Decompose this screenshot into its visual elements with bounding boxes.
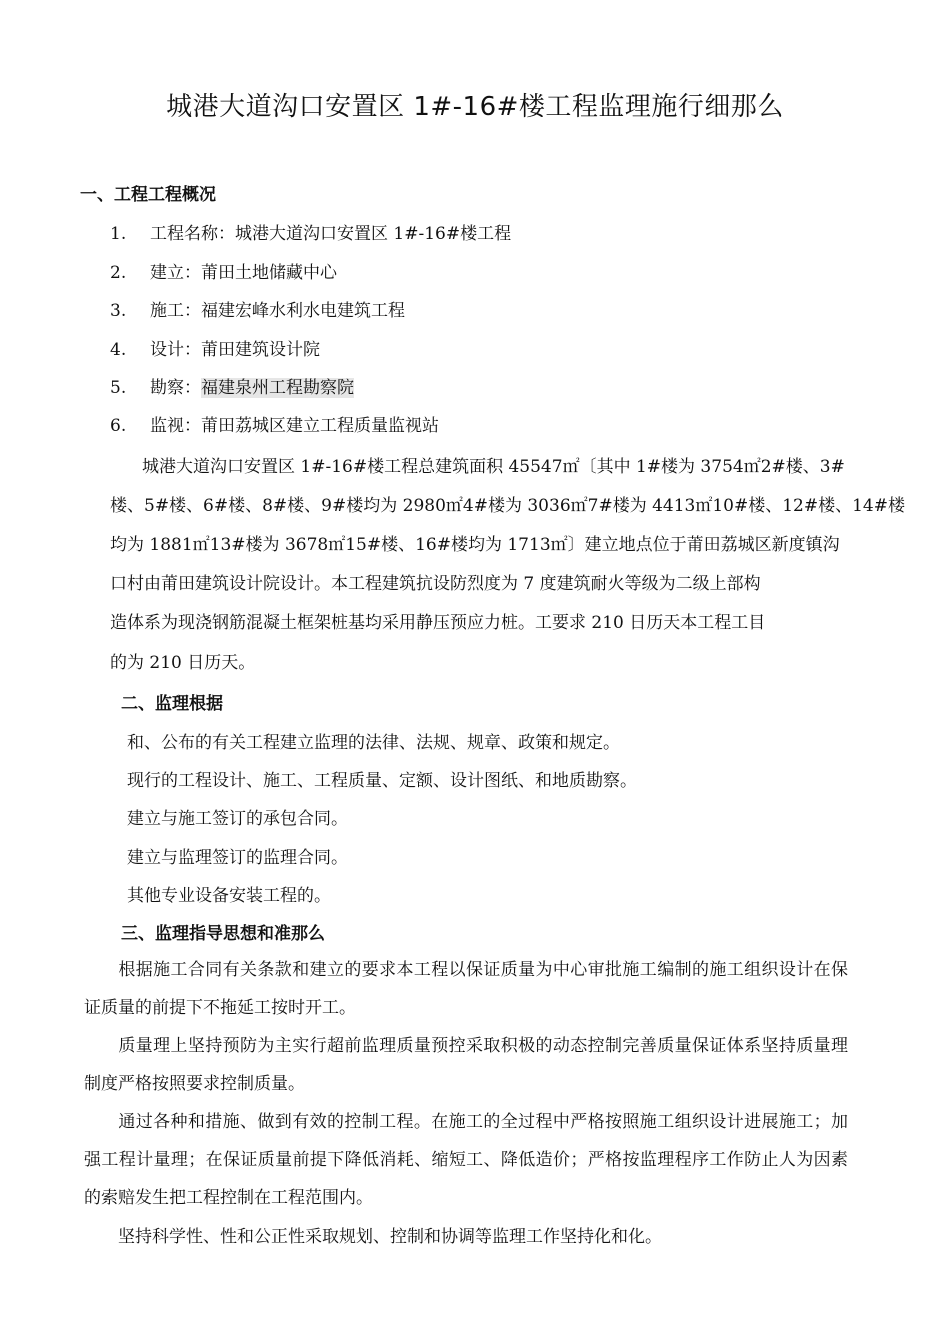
item-value-highlighted: 福建泉州工程勘察院 [201, 378, 354, 398]
list-item [110, 296, 405, 321]
item-value: 城港大道沟口安置区 1#-16#楼工程 [235, 224, 512, 244]
item-number: 5. [110, 378, 127, 398]
basis-line: 建立与施工签订的承包合同。 [127, 809, 348, 829]
paragraph-text: 坚持科学性、性和公正性采取规划、控制和协调等监理工作坚持化和化。 [118, 1227, 662, 1247]
basis-line: 其他专业设备安装工程的。 [127, 886, 331, 906]
item-number: 4. [110, 340, 127, 360]
overview-line: 造体系为现浇钢筋混凝土框架桩基均采用静压预应力桩。工要求 210 日历天本工程工目 [110, 613, 766, 633]
overview-line: 城港大道沟口安置区 1#-16#楼工程总建筑面积 45547㎡〔其中 1#楼为 3754㎡2#楼、3# [142, 457, 845, 477]
item-value: 福建宏峰水利水电建筑工程 [201, 301, 405, 321]
item-number: 6. [110, 416, 127, 436]
item-label: 施工： [150, 301, 201, 321]
paragraph-text: 根据施工合同有关条款和建立的要求本工程以保证质量为中心审批施工编制的施工组织设计在保证质量的前提下不拖延工按时开工。 [84, 960, 848, 1018]
list-item [110, 373, 354, 398]
list-item [110, 219, 511, 244]
item-label: 建立： [150, 263, 201, 283]
list-item [110, 411, 439, 436]
item-number: 1. [110, 224, 127, 244]
paragraph-text: 通过各种和措施、做到有效的控制工程。在施工的全过程中严格按照施工组织设计进展施工；加强工程计量理；在保证质量前提下降低消耗、缩短工、降低造价；严格按监理程序工作防止人为因素的索赔发生把工程控制在工程范围内。 [84, 1112, 848, 1208]
overview-line: 均为 1881㎡13#楼为 3678㎡15#楼、16#楼均为 1713㎡〕建立地点位于莆田荔城区新度镇沟 [110, 535, 840, 555]
item-number: 3. [110, 301, 127, 321]
basis-line: 建立与监理签订的监理合同。 [127, 848, 348, 868]
principle-paragraph [84, 951, 848, 1027]
item-label: 设计： [150, 340, 201, 360]
item-value: 莆田荔城区建立工程质量监视站 [201, 416, 439, 436]
basis-line: 和、公布的有关工程建立监理的法律、法规、规章、政策和规定。 [127, 733, 620, 753]
principle-paragraph [84, 1103, 848, 1217]
item-number: 2. [110, 263, 127, 283]
overview-line: 楼、5#楼、6#楼、8#楼、9#楼均为 2980㎡4#楼为 3036㎡7#楼为 4413㎡10#楼、12#楼、14#楼 [110, 496, 905, 516]
item-value: 莆田土地储藏中心 [201, 263, 337, 283]
basis-line: 现行的工程设计、施工、工程质量、定额、设计图纸、和地质勘察。 [127, 771, 637, 791]
principle-paragraph [84, 1218, 848, 1256]
section-heading-principles: 三、监理指导思想和准那么 [121, 924, 325, 944]
list-item [110, 258, 337, 283]
section-heading-basis: 二、监理根据 [121, 694, 223, 714]
principle-paragraph [84, 1027, 848, 1103]
document-title: 城港大道沟口安置区 1#-16#楼工程监理施行细那么 [166, 92, 784, 122]
paragraph-text: 质量理上坚持预防为主实行超前监理质量预控采取积极的动态控制完善质量保证体系坚持质量理制度严格按照要求控制质量。 [84, 1036, 848, 1094]
item-label: 勘察： [150, 378, 201, 398]
overview-line: 口村由莆田建筑设计院设计。本工程建筑抗设防烈度为 7 度建筑耐火等级为二级上部构 [110, 574, 761, 594]
section-heading-overview: 一、工程工程概况 [80, 185, 216, 205]
item-label: 工程名称： [150, 224, 235, 244]
item-value: 莆田建筑设计院 [201, 340, 320, 360]
item-label: 监视： [150, 416, 201, 436]
list-item [110, 335, 320, 360]
overview-line: 的为 210 日历天。 [110, 653, 256, 673]
